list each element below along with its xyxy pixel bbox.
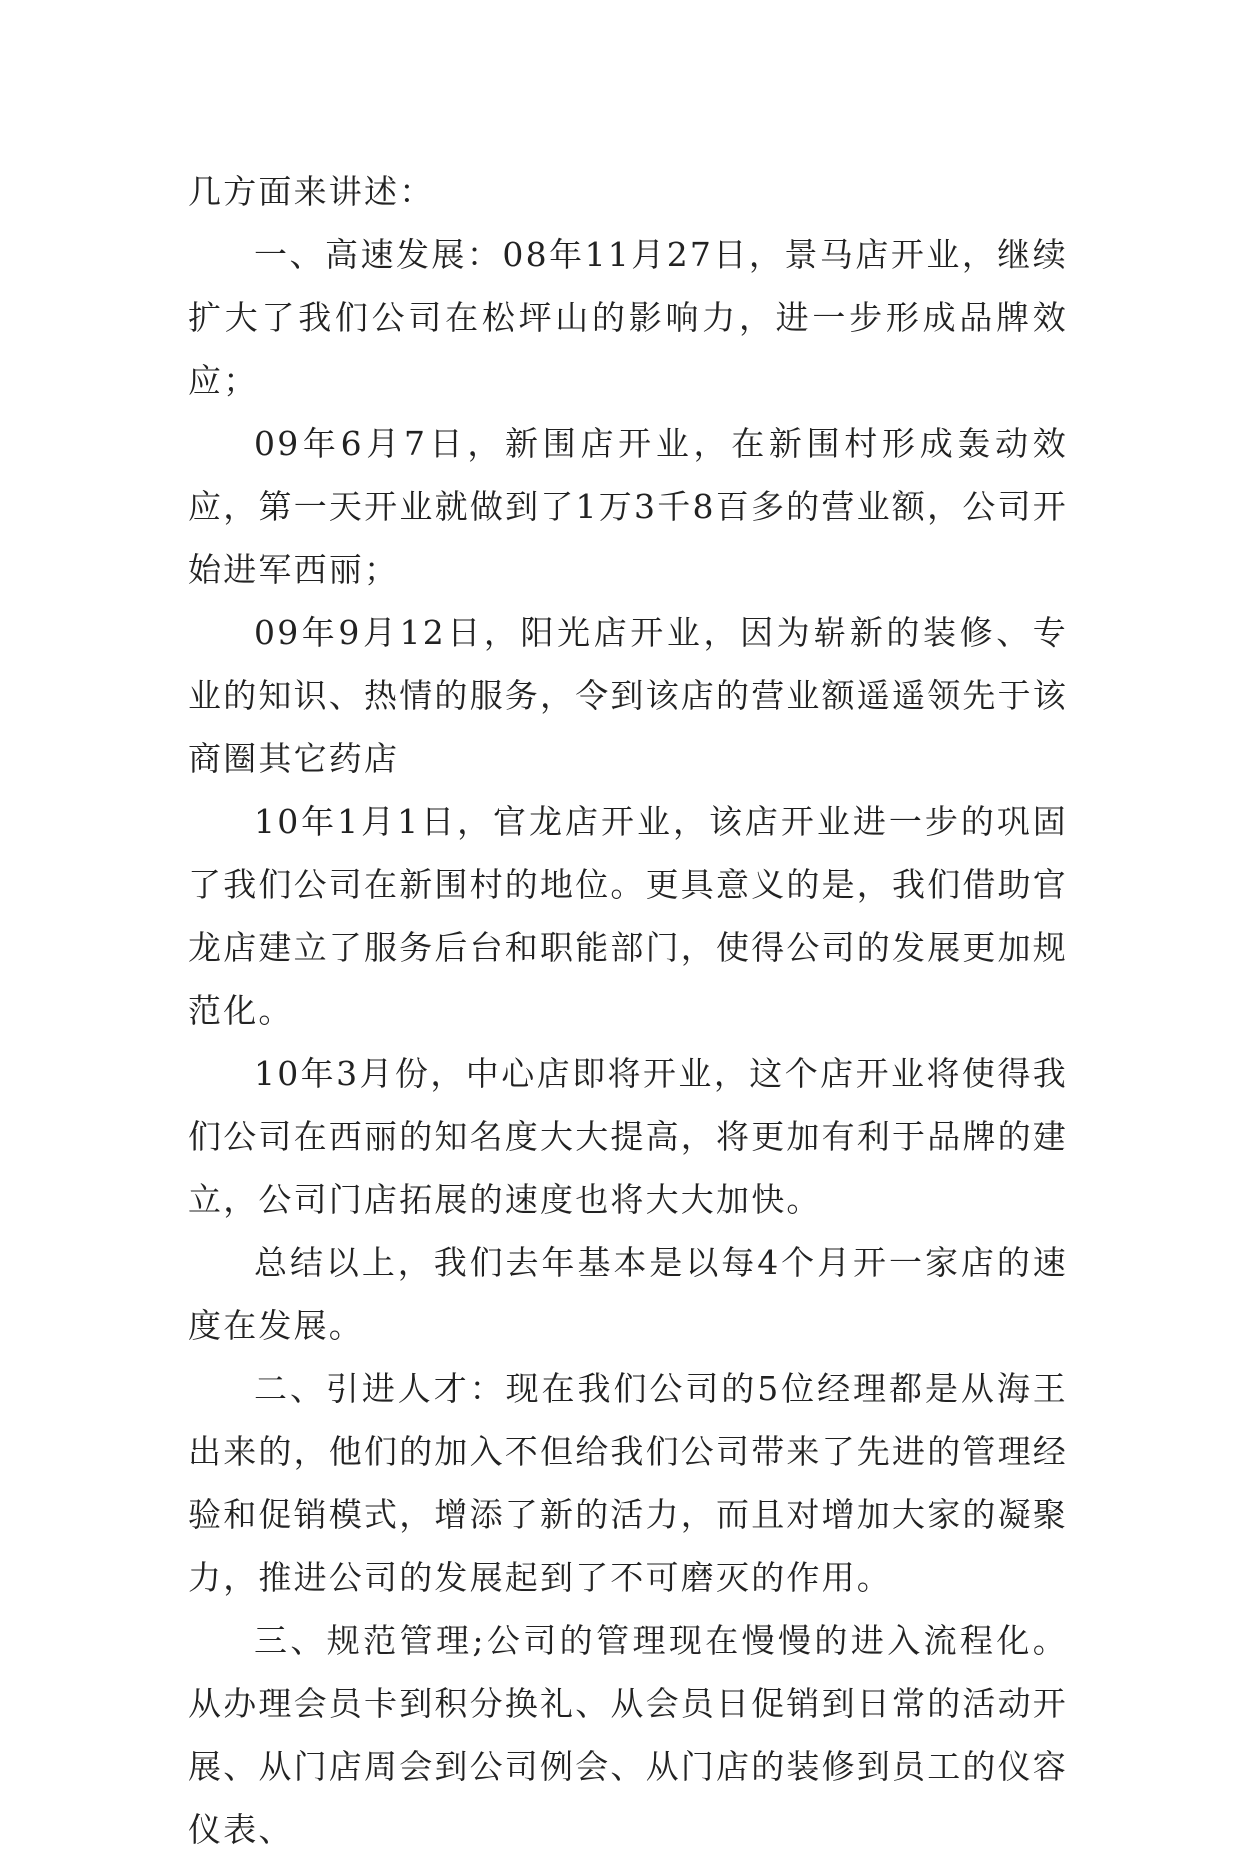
paragraph-summary: 总结以上，我们去年基本是以每4个月开一家店的速度在发展。 <box>188 1243 1068 1345</box>
paragraph-center-store: 10年3月份，中心店即将开业，这个店开业将使得我们公司在西丽的知名度大大提高，将更加有利于品牌的建立，公司门店拓展的速度也将大大加快。 <box>188 1054 1068 1219</box>
paragraph-guanlong-store: 10年1月1日，官龙店开业，该店开业进一步的巩固了我们公司在新围村的地位。更具意义的是，我们借助官龙店建立了服务后台和职能部门，使得公司的发展更加规范化。 <box>188 802 1068 1030</box>
document-body <box>188 160 1068 1861</box>
paragraph-yangguang-store: 09年9月12日，阳光店开业，因为崭新的装修、专业的知识、热情的服务，令到该店的营业额遥遥领先于该商圈其它药店 <box>188 613 1068 778</box>
paragraph-rapid-development: 一、高速发展：08年11月27日，景马店开业，继续扩大了我们公司在松坪山的影响力，进一步形成品牌效应； <box>188 235 1068 400</box>
paragraph-intro: 几方面来讲述： <box>188 172 435 211</box>
paragraph-xinwei-store: 09年6月7日，新围店开业，在新围村形成轰动效应，第一天开业就做到了1万3千8百多的营业额，公司开始进军西丽； <box>188 424 1068 589</box>
paragraph-management: 三、规范管理;公司的管理现在慢慢的进入流程化。从办理会员卡到积分换礼、从会员日促销到日常的活动开展、从门店周会到公司例会、从门店的装修到员工的仪容仪表、 <box>188 1621 1068 1849</box>
paragraph-talent: 二、引进人才：现在我们公司的5位经理都是从海王出来的，他们的加入不但给我们公司带来了先进的管理经验和促销模式，增添了新的活力，而且对增加大家的凝聚力，推进公司的发展起到了不可磨灭的作用。 <box>188 1369 1068 1597</box>
